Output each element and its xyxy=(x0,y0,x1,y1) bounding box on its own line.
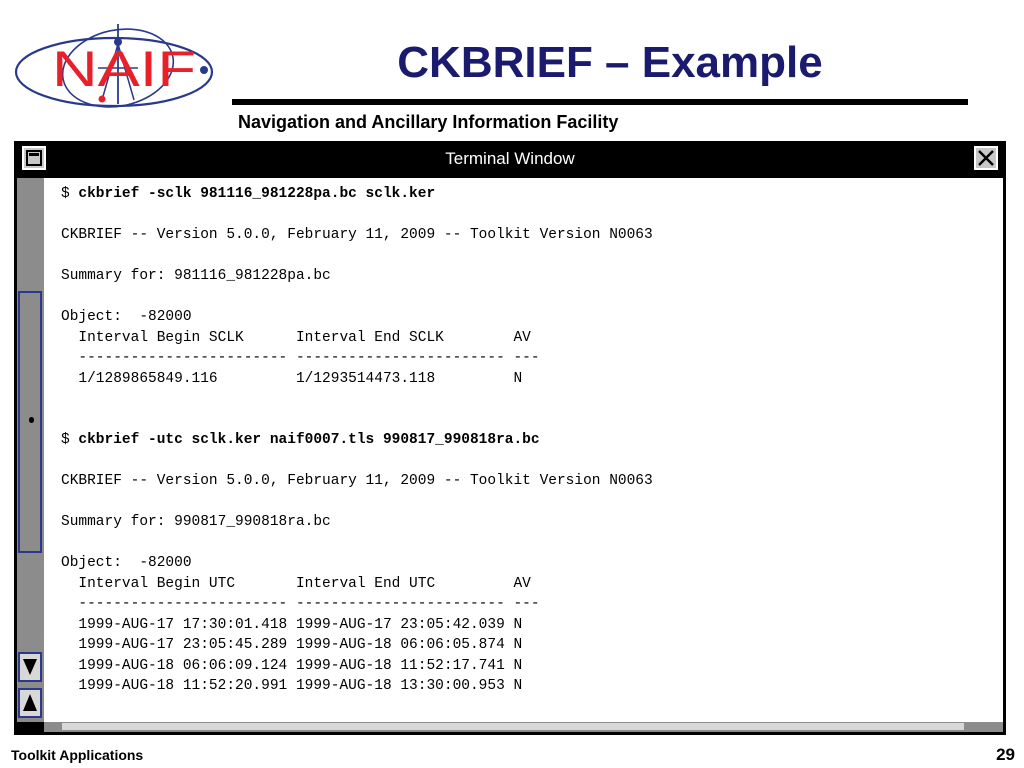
terminal-line xyxy=(61,656,653,677)
output-text: 1999-AUG-18 11:52:20.991 1999-AUG-18 13:30:00.953 N xyxy=(61,678,523,694)
title-rule xyxy=(232,99,968,105)
arrow-down-icon xyxy=(20,654,40,680)
terminal-line xyxy=(61,676,653,697)
terminal-line xyxy=(61,205,653,226)
terminal-line xyxy=(61,348,653,369)
terminal-line xyxy=(61,225,653,246)
output-text: 1999-AUG-18 06:06:09.124 1999-AUG-18 11:52:17.741 N xyxy=(61,657,523,674)
logo-text: NAIF xyxy=(52,41,196,97)
vertical-scrollbar[interactable] xyxy=(17,178,44,722)
close-icon[interactable] xyxy=(974,146,998,170)
output-text: Object: -82000 xyxy=(61,309,192,325)
terminal-line xyxy=(61,328,653,349)
terminal-line xyxy=(61,389,653,410)
output-text: Summary for: 990817_990818ra.bc xyxy=(61,514,331,530)
terminal-line xyxy=(61,184,653,205)
output-text: Interval Begin SCLK Interval End SCLK AV xyxy=(61,329,531,346)
page-number: 29 xyxy=(996,745,1015,764)
terminal-line xyxy=(61,635,653,656)
command-text: ckbrief -utc sclk.ker naif0007.tls 990817_990818ra.bc xyxy=(78,432,540,448)
terminal-line xyxy=(61,451,653,472)
terminal-window xyxy=(14,141,1006,735)
naif-logo xyxy=(14,22,229,112)
terminal-line xyxy=(61,266,653,287)
slide-title: CKBRIEF – Example xyxy=(397,38,823,87)
footer-label: Toolkit Applications xyxy=(11,747,144,763)
output-text: ------------------------ ------------------------ --- xyxy=(61,596,540,612)
terminal-line xyxy=(61,410,653,431)
terminal-line xyxy=(61,307,653,328)
terminal-line xyxy=(61,492,653,513)
output-text: ------------------------ ------------------------ --- xyxy=(61,350,540,366)
terminal-line xyxy=(61,553,653,574)
scrollbar-thumb[interactable] xyxy=(18,291,42,553)
horizontal-scrollbar-thumb[interactable] xyxy=(62,723,964,730)
terminal-line xyxy=(61,471,653,492)
output-text: Summary for: 981116_981228pa.bc xyxy=(61,268,331,284)
command-text: ckbrief -sclk 981116_981228pa.bc sclk.ker xyxy=(78,186,436,202)
terminal-line xyxy=(61,512,653,533)
terminal-line xyxy=(61,574,653,595)
output-text: 1999-AUG-17 17:30:01.418 1999-AUG-17 23:05:42.039 N xyxy=(61,616,523,633)
output-text: CKBRIEF -- Version 5.0.0, February 11, 2009 -- Toolkit Version N0063 xyxy=(61,227,653,243)
shell-prompt: $ xyxy=(61,432,79,448)
scroll-down-button[interactable] xyxy=(18,652,42,682)
scrollbar-grip-icon xyxy=(29,417,34,423)
terminal-line xyxy=(61,369,653,390)
output-text: Interval Begin UTC Interval End UTC AV xyxy=(61,575,531,592)
output-text: CKBRIEF -- Version 5.0.0, February 11, 2009 -- Toolkit Version N0063 xyxy=(61,473,653,489)
output-text: 1999-AUG-17 23:05:45.289 1999-AUG-18 06:06:05.874 N xyxy=(61,637,523,653)
terminal-output[interactable] xyxy=(44,178,1003,722)
terminal-line xyxy=(61,287,653,308)
terminal-text xyxy=(61,184,653,697)
terminal-line xyxy=(61,246,653,267)
arrow-up-icon xyxy=(20,690,40,716)
terminal-line xyxy=(61,615,653,636)
slide-subtitle: Navigation and Ancillary Information Facility xyxy=(238,112,619,132)
scroll-up-button[interactable] xyxy=(18,688,42,718)
terminal-line xyxy=(61,430,653,451)
output-text: Object: -82000 xyxy=(61,555,192,571)
terminal-titlebar[interactable] xyxy=(14,141,1006,175)
output-text: 1/1289865849.116 1/1293514473.118 N xyxy=(61,370,523,387)
terminal-line xyxy=(61,594,653,615)
terminal-title: Terminal Window xyxy=(445,149,575,168)
horizontal-scrollbar[interactable] xyxy=(44,722,1003,732)
terminal-line xyxy=(61,533,653,554)
shell-prompt: $ xyxy=(61,186,79,202)
